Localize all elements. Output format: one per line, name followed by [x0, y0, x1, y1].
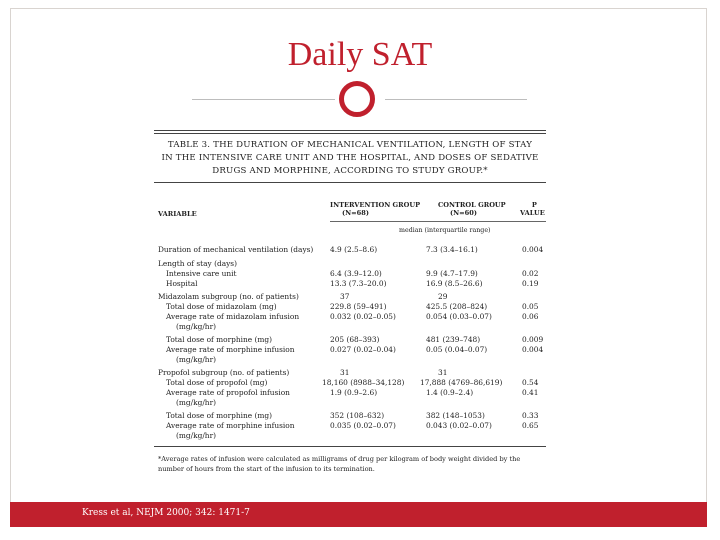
cell-variable: Total dose of morphine (mg) [166, 335, 272, 344]
cell-variable: Total dose of midazolam (mg) [166, 302, 277, 311]
table-row [154, 411, 546, 421]
table-row [154, 431, 546, 441]
cell-p: 0.05 [522, 302, 539, 311]
cell-variable: Average rate of midazolam infusion [166, 312, 300, 321]
table-bottom-rule [154, 446, 546, 447]
cell-control: 17,888 (4769–86,619) [420, 378, 503, 387]
cell-p: 0.004 [522, 345, 544, 354]
table-footnote: *Average rates of infusion were calculated as milligrams of drug per kilogram of body weight divided by the number of hours from the start of the infusion to its termination. [158, 455, 521, 473]
cell-variable: (mg/kg/hr) [176, 398, 216, 407]
cell-variable: Hospital [166, 279, 198, 288]
cell-control: 0.05 (0.04–0.07) [426, 345, 488, 354]
cell-control: 0.043 (0.02–0.07) [426, 421, 492, 430]
cell-p: 0.009 [522, 335, 544, 344]
cell-variable: Propofol subgroup (no. of patients) [158, 368, 290, 377]
table-row [154, 335, 546, 345]
cell-variable: Average rate of morphine infusion [166, 345, 295, 354]
cell-control: 31 [438, 368, 448, 377]
table-row [154, 378, 546, 388]
header-p-line2: VALUE [520, 209, 545, 217]
cell-intervention: 4.9 (2.5–8.6) [330, 245, 378, 254]
table-row [154, 345, 546, 355]
cell-p: 0.54 [522, 378, 539, 387]
table-row [154, 302, 546, 312]
header-intervention [330, 201, 420, 217]
header-intervention-line1: INTERVENTION GROUP [330, 201, 421, 209]
cell-intervention: 205 (68–393) [330, 335, 380, 344]
cell-control: 1.4 (0.9–2.4) [426, 388, 474, 397]
table-row [154, 312, 546, 322]
subheader-rule [330, 221, 546, 222]
cell-variable: Total dose of propofol (mg) [166, 378, 268, 387]
citation: Kress et al, NEJM 2000; 342: 1471-7 [82, 508, 250, 518]
cell-intervention: 0.027 (0.02–0.04) [330, 345, 396, 354]
cell-variable: (mg/kg/hr) [176, 322, 216, 331]
table-top-rule [154, 130, 546, 131]
header-p [520, 201, 545, 217]
header-variable: VARIABLE [158, 210, 197, 218]
cell-control: 29 [438, 292, 448, 301]
cell-intervention: 0.035 (0.02–0.07) [330, 421, 396, 430]
cell-intervention: 0.032 (0.02–0.05) [330, 312, 396, 321]
cell-variable: (mg/kg/hr) [176, 431, 216, 440]
header-control [438, 201, 506, 217]
header-control-line1: CONTROL GROUP [438, 201, 506, 209]
title-divider-left [192, 99, 335, 100]
table-row [154, 421, 546, 431]
cell-intervention: 37 [340, 292, 350, 301]
title-divider-right [385, 99, 527, 100]
cell-control: 481 (239–748) [426, 335, 481, 344]
cell-p: 0.33 [522, 411, 539, 420]
table-row [154, 269, 546, 279]
header-p-line1: P [531, 201, 537, 209]
cell-p: 0.06 [522, 312, 539, 321]
table-row [154, 398, 546, 408]
table-subheader: median (interquartile range) [399, 227, 491, 234]
header-intervention-line2: (N=68) [342, 209, 369, 217]
cell-control: 7.3 (3.4–16.1) [426, 245, 478, 254]
cell-intervention: 13.3 (7.3–20.0) [330, 279, 387, 288]
slide-title: Daily SAT [287, 36, 433, 73]
table-row [154, 355, 546, 365]
table-row [154, 368, 546, 378]
table-caption [154, 139, 546, 178]
cell-p: 0.41 [522, 388, 539, 397]
cell-control: 16.9 (8.5–26.6) [426, 279, 483, 288]
cell-intervention: 18,160 (8988–34,128) [322, 378, 405, 387]
cell-control: 382 (148–1053) [426, 411, 485, 420]
table-row [154, 388, 546, 398]
table-row [154, 292, 546, 302]
cell-p: 0.19 [522, 279, 539, 288]
cell-intervention: 352 (108–632) [330, 411, 385, 420]
caption-bottom-rule [154, 182, 546, 183]
results-table [154, 128, 546, 496]
caption-line-1: TABLE 3. THE DURATION OF MECHANICAL VENTILATION, LENGTH OF STAY [167, 140, 533, 150]
cell-intervention: 1.9 (0.9–2.6) [330, 388, 378, 397]
cell-intervention: 229.8 (59–491) [330, 302, 387, 311]
circle-ornament-icon [339, 81, 375, 117]
caption-line-3: DRUGS AND MORPHINE, ACCORDING TO STUDY GROUP.* [212, 166, 488, 176]
cell-intervention: 6.4 (3.9–12.0) [330, 269, 382, 278]
header-control-line2: (N=60) [450, 209, 477, 217]
cell-control: 0.054 (0.03–0.07) [426, 312, 492, 321]
cell-variable: (mg/kg/hr) [176, 355, 216, 364]
cell-variable: Intensive care unit [166, 269, 237, 278]
cell-variable: Average rate of morphine infusion [166, 421, 295, 430]
cell-variable: Duration of mechanical ventilation (days) [158, 245, 314, 254]
table-row [154, 322, 546, 332]
table-row [154, 279, 546, 289]
caption-line-2: IN THE INTENSIVE CARE UNIT AND THE HOSPITAL, AND DOSES OF SEDATIVE [161, 153, 539, 163]
cell-variable: Average rate of propofol infusion [166, 388, 290, 397]
cell-control: 425.5 (208–824) [426, 302, 488, 311]
cell-control: 9.9 (4.7–17.9) [426, 269, 478, 278]
cell-variable: Midazolam subgroup (no. of patients) [158, 292, 299, 301]
cell-p: 0.02 [522, 269, 539, 278]
table-row [154, 259, 546, 269]
cell-p: 0.004 [522, 245, 544, 254]
table-top-rule-2 [154, 133, 546, 134]
cell-variable: Length of stay (days) [158, 259, 237, 268]
cell-p: 0.65 [522, 421, 539, 430]
table-row [154, 245, 546, 255]
cell-intervention: 31 [340, 368, 350, 377]
cell-variable: Total dose of morphine (mg) [166, 411, 272, 420]
